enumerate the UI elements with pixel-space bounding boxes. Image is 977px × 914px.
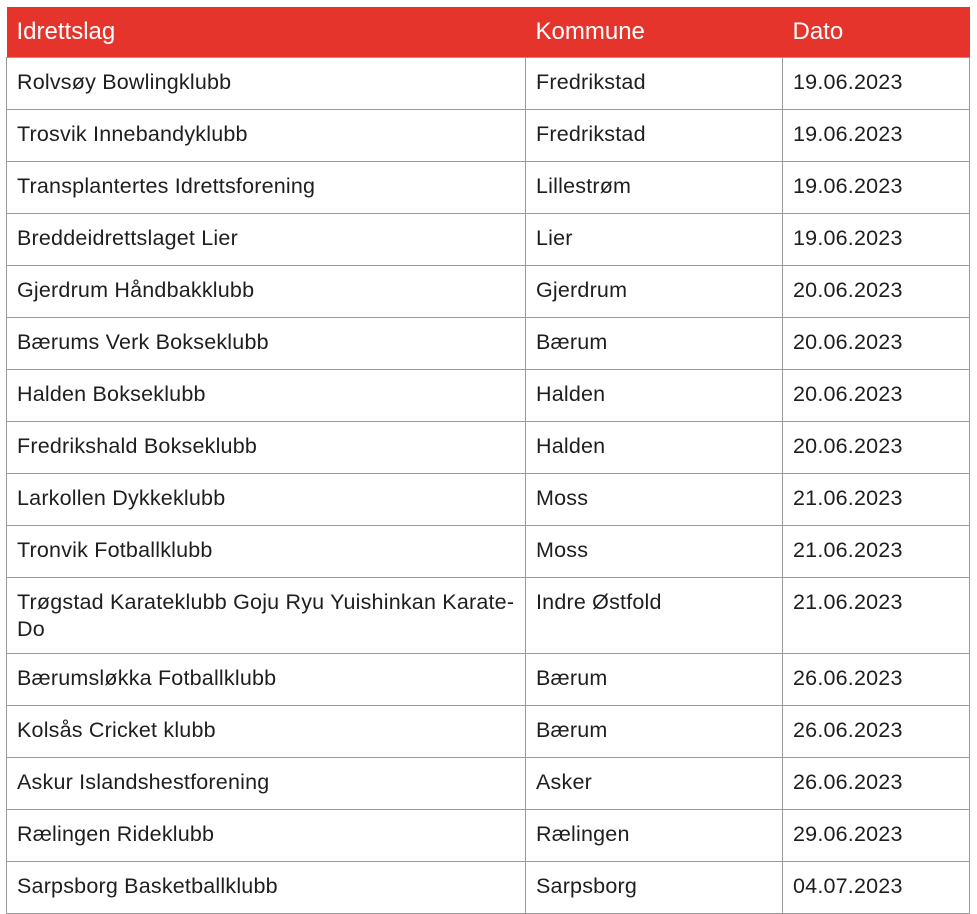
table-row	[7, 861, 970, 913]
table-row	[7, 525, 970, 577]
cell-dato: 26.06.2023	[783, 653, 970, 705]
clubs-table-container	[6, 7, 969, 914]
table-body	[7, 57, 970, 913]
table-row	[7, 109, 970, 161]
cell-kommune: Asker	[526, 757, 783, 809]
cell-kommune: Moss	[526, 525, 783, 577]
table-row	[7, 577, 970, 653]
header-row	[7, 7, 970, 57]
cell-idrettslag: Sarpsborg Basketballklubb	[7, 861, 526, 913]
table-row	[7, 57, 970, 109]
table-row	[7, 809, 970, 861]
table-row	[7, 757, 970, 809]
cell-idrettslag: Breddeidrettslaget Lier	[7, 213, 526, 265]
cell-idrettslag: Rolvsøy Bowlingklubb	[7, 57, 526, 109]
cell-idrettslag: Bærumsløkka Fotballklubb	[7, 653, 526, 705]
cell-idrettslag: Fredrikshald Bokseklubb	[7, 421, 526, 473]
cell-kommune: Gjerdrum	[526, 265, 783, 317]
cell-idrettslag: Askur Islandshestforening	[7, 757, 526, 809]
cell-dato: 19.06.2023	[783, 57, 970, 109]
cell-kommune: Bærum	[526, 317, 783, 369]
header-idrettslag: Idrettslag	[7, 7, 526, 57]
cell-dato: 20.06.2023	[783, 317, 970, 369]
cell-dato: 04.07.2023	[783, 861, 970, 913]
table-row	[7, 421, 970, 473]
cell-dato: 20.06.2023	[783, 421, 970, 473]
cell-idrettslag: Trosvik Innebandyklubb	[7, 109, 526, 161]
cell-idrettslag: Transplantertes Idrettsforening	[7, 161, 526, 213]
cell-dato: 21.06.2023	[783, 473, 970, 525]
cell-kommune: Rælingen	[526, 809, 783, 861]
cell-dato: 26.06.2023	[783, 757, 970, 809]
table-row	[7, 653, 970, 705]
table-header	[7, 7, 970, 57]
cell-idrettslag: Larkollen Dykkeklubb	[7, 473, 526, 525]
cell-dato: 19.06.2023	[783, 109, 970, 161]
table-row	[7, 213, 970, 265]
cell-dato: 20.06.2023	[783, 369, 970, 421]
cell-kommune: Lier	[526, 213, 783, 265]
cell-kommune: Lillestrøm	[526, 161, 783, 213]
cell-dato: 19.06.2023	[783, 213, 970, 265]
cell-idrettslag: Halden Bokseklubb	[7, 369, 526, 421]
cell-kommune: Indre Østfold	[526, 577, 783, 653]
cell-dato: 20.06.2023	[783, 265, 970, 317]
cell-kommune: Fredrikstad	[526, 57, 783, 109]
cell-kommune: Moss	[526, 473, 783, 525]
cell-idrettslag: Rælingen Rideklubb	[7, 809, 526, 861]
table-row	[7, 369, 970, 421]
cell-dato: 26.06.2023	[783, 705, 970, 757]
cell-dato: 21.06.2023	[783, 525, 970, 577]
cell-kommune: Fredrikstad	[526, 109, 783, 161]
cell-idrettslag: Kolsås Cricket klubb	[7, 705, 526, 757]
cell-dato: 29.06.2023	[783, 809, 970, 861]
header-kommune: Kommune	[526, 7, 783, 57]
cell-dato: 21.06.2023	[783, 577, 970, 653]
cell-idrettslag: Tronvik Fotballklubb	[7, 525, 526, 577]
cell-kommune: Halden	[526, 369, 783, 421]
cell-kommune: Sarpsborg	[526, 861, 783, 913]
cell-idrettslag: Gjerdrum Håndbakklubb	[7, 265, 526, 317]
cell-kommune: Bærum	[526, 653, 783, 705]
cell-dato: 19.06.2023	[783, 161, 970, 213]
table-row	[7, 473, 970, 525]
cell-kommune: Bærum	[526, 705, 783, 757]
header-dato: Dato	[783, 7, 970, 57]
cell-kommune: Halden	[526, 421, 783, 473]
cell-idrettslag: Trøgstad Karateklubb Goju Ryu Yuishinkan Karate-Do	[7, 577, 526, 653]
table-row	[7, 161, 970, 213]
table-row	[7, 705, 970, 757]
table-row	[7, 317, 970, 369]
cell-idrettslag: Bærums Verk Bokseklubb	[7, 317, 526, 369]
table-row	[7, 265, 970, 317]
clubs-table	[6, 7, 970, 914]
